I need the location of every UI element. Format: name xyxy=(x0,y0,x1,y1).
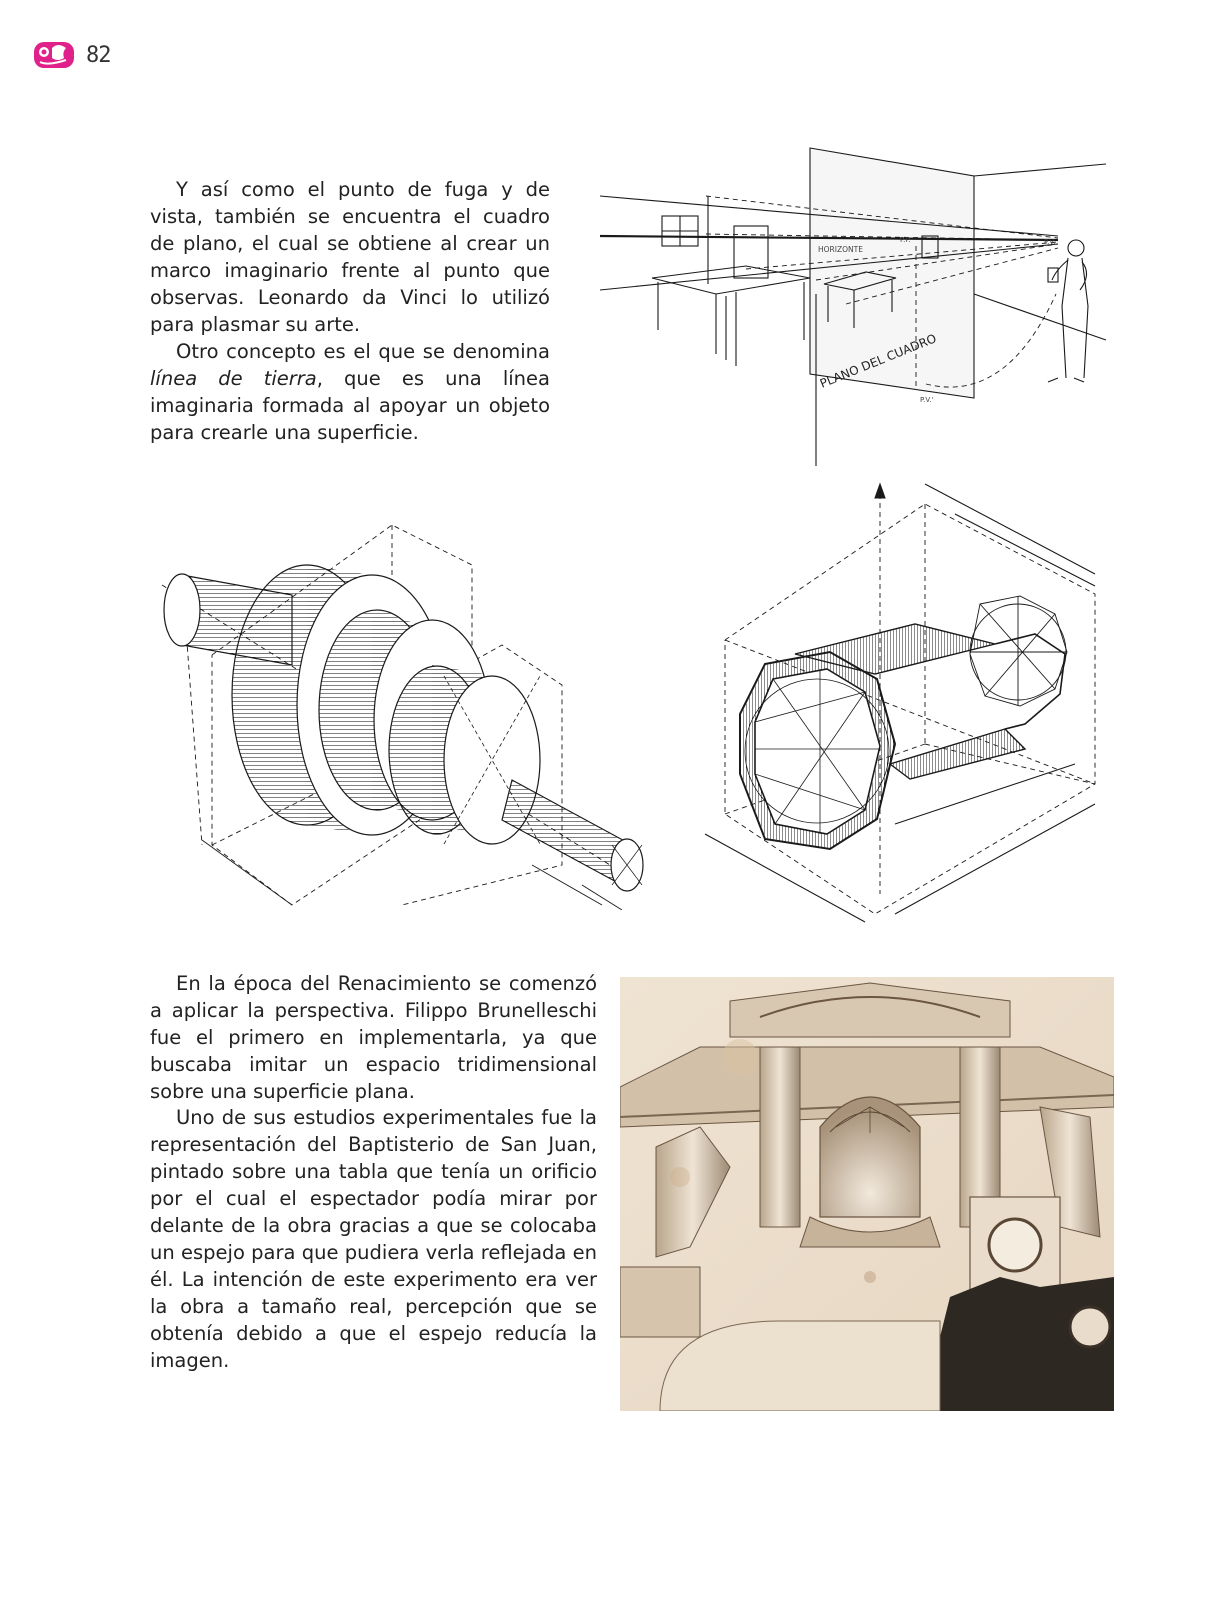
plane-label: PLANO DEL CUADRO xyxy=(817,331,939,391)
paragraph-cuadro-de-plano xyxy=(150,176,550,338)
page-header xyxy=(32,38,111,72)
stepped-cylinders-drawing xyxy=(142,505,652,910)
pv1-label: P.V.' xyxy=(920,396,934,404)
pp-label: P.P. xyxy=(900,236,911,244)
paragraph-text: Uno de sus estudios experimentales fue la representación del Baptisterio de San Juan, pintado sobre una tabla que tenía un orificio por el cual el espectador podía mirar por delante de la obra gracias a que se colocaba un espejo para que pudiera verla reflejada en él. La intención de este experimento era ver la obra a tamaño real, percepción que se obtenía debido a que el espejo reducía la imagen. xyxy=(150,1106,597,1372)
paragraph-text: En la época del Renacimiento se comenzó a aplicar la perspectiva. Filippo Brunelleschi fue el primero en implementarla, ya que buscaba imitar un espacio tridimensional sobre una superficie plana. xyxy=(150,972,597,1103)
term-linea-de-tierra: línea de tierra xyxy=(150,367,317,390)
paragraph-text: , que es una línea imaginaria formada al apoyar un objeto para crearle una superficie. xyxy=(150,367,550,444)
book-logo-icon xyxy=(32,38,76,72)
paragraph-text: Otro concepto es el que se denomina xyxy=(176,340,550,363)
paragraph-text: Y así como el punto de fuga y de vista, también se encuentra el cuadro de plano, el cual se obtiene al crear un marco imaginario frente al punto que observas. Leonardo da Vinci lo utilizó para plasmar su arte. xyxy=(150,178,550,336)
paragraph-renacimiento xyxy=(150,970,597,1105)
octagonal-prism-drawing xyxy=(695,474,1125,934)
page-number: 82 xyxy=(86,42,111,68)
paragraph-baptisterio xyxy=(150,1104,597,1374)
picture-plane-illustration xyxy=(596,144,1110,470)
renaissance-architecture-drawing xyxy=(620,977,1114,1411)
paragraph-linea-de-tierra xyxy=(150,338,550,446)
horizon-label: HORIZONTE xyxy=(818,245,863,254)
pv-label: P.V. xyxy=(1044,238,1056,246)
